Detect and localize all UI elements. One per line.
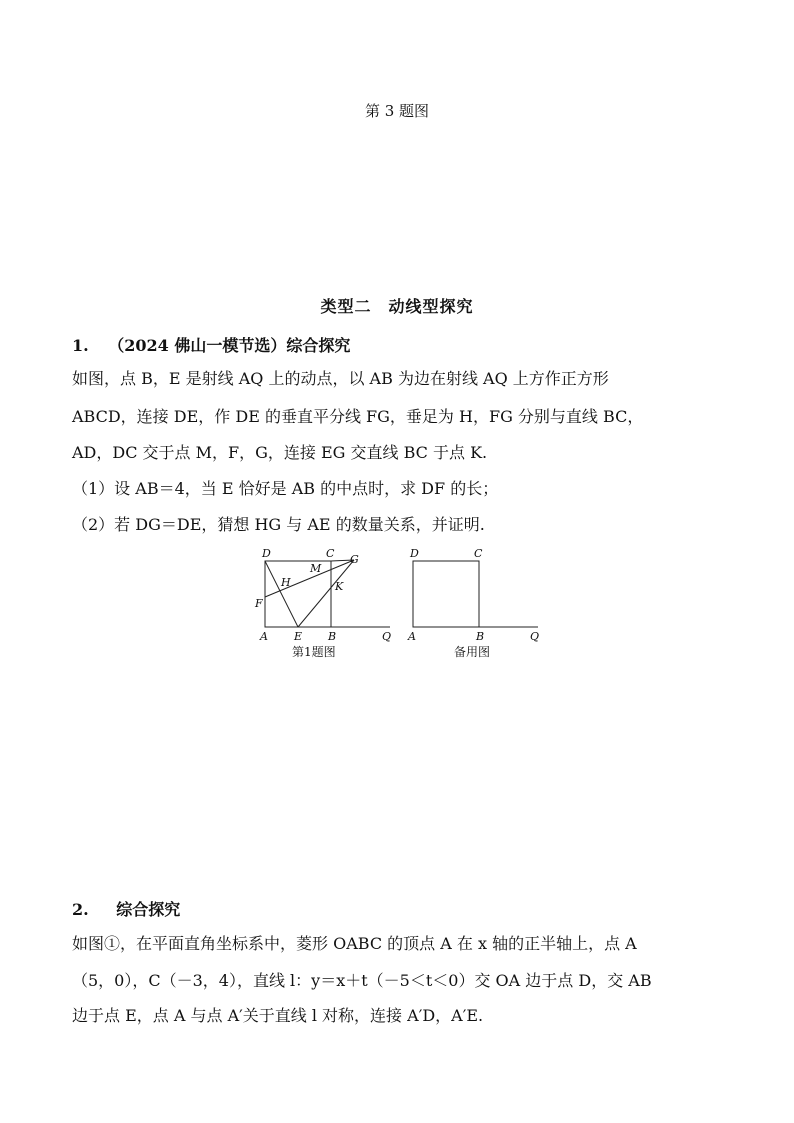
question-title: （2024 佛山一模节选）综合探究	[108, 336, 351, 355]
label-m: M	[310, 562, 322, 575]
square-abcd	[413, 561, 479, 627]
question-2-line: 如图①，在平面直角坐标系中，菱形 OABC 的顶点 A 在 x 轴的正半轴上，点 A	[72, 934, 637, 953]
section-title: 类型二 动线型探究	[320, 297, 474, 316]
figure-1-caption: 第1题图	[292, 645, 336, 659]
label-c: C	[474, 547, 483, 560]
question-1-line: （1）设 AB＝4，当 E 恰好是 AB 的中点时，求 DF 的长；	[72, 479, 499, 498]
label-a: A	[408, 630, 416, 643]
question-1-line: 如图，点 B，E 是射线 AQ 上的动点，以 AB 为边在射线 AQ 上方作正方形	[72, 369, 609, 388]
label-b: B	[328, 630, 337, 643]
geometry-figure-spare	[398, 545, 548, 645]
question-1-line: （2）若 DG＝DE，猜想 HG 与 AE 的数量关系，并证明.	[72, 515, 485, 534]
label-e: E	[294, 630, 303, 643]
segment-de	[265, 561, 298, 627]
question-1-line: ABCD，连接 DE，作 DE 的垂直平分线 FG，垂足为 H，FG 分别与直线 BC，	[72, 407, 644, 426]
label-h: H	[281, 576, 291, 589]
question-1-heading	[72, 333, 350, 356]
question-2-line: （5，0），C（－3，4），直线 l：y＝x＋t（－5＜t＜0）交 OA 边于点 D，交 AB	[72, 971, 652, 990]
label-q: Q	[530, 630, 540, 643]
segment-eg	[298, 560, 354, 627]
question-2-line: 边于点 E，点 A 与点 A′关于直线 l 对称，连接 A′D，A′E.	[72, 1006, 484, 1025]
label-a: A	[260, 630, 268, 643]
label-d: D	[410, 547, 419, 560]
label-g: G	[350, 553, 359, 566]
label-d: D	[262, 547, 271, 560]
label-k: K	[335, 580, 344, 593]
geometry-figure-1	[250, 545, 400, 645]
question-title: 综合探究	[116, 900, 181, 919]
label-c: C	[326, 547, 335, 560]
question-number: 2.	[72, 900, 89, 919]
label-q: Q	[382, 630, 392, 643]
label-f: F	[255, 597, 263, 610]
figure-caption-q3: 第 3 题图	[364, 102, 430, 120]
question-1-line: AD，DC 交于点 M，F，G，连接 EG 交直线 BC 于点 K.	[72, 443, 488, 462]
label-b: B	[476, 630, 485, 643]
figure-spare-caption: 备用图	[454, 645, 491, 659]
question-number: 1.	[72, 336, 89, 355]
question-2-heading	[72, 897, 180, 920]
